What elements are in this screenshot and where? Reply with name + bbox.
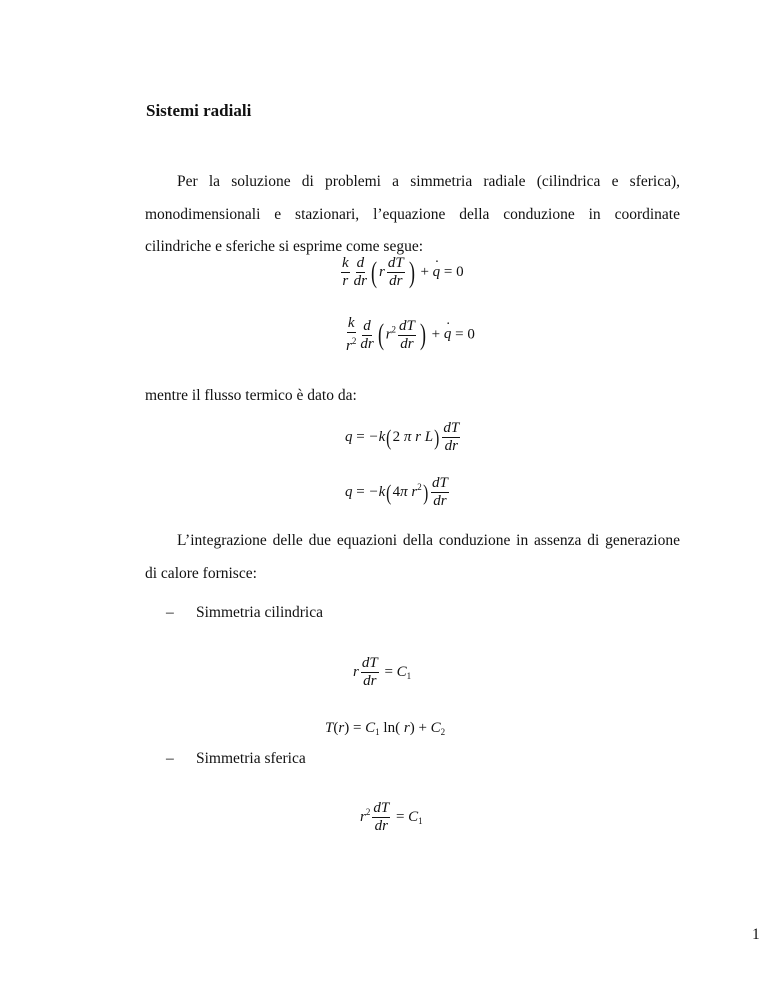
list-item-label: Simmetria cilindrica xyxy=(196,604,323,621)
list-item-label: Simmetria sferica xyxy=(196,750,306,767)
intro-line-1: Per la soluzione di problemi a simmetria radiale (cilindrica e sferica), xyxy=(177,173,680,190)
equation-cylindrical-solution: $T(r) = C_1$ ln( $r) + C_2$ xyxy=(325,720,446,737)
integration-paragraph xyxy=(145,525,680,590)
section-heading: Sistemi radiali xyxy=(146,101,252,120)
integration-line-2: di calore fornisce: xyxy=(145,564,257,582)
equation-flux-cylindrical: q = −k(2 π r L) $\frac{dT}{dr}$ xyxy=(345,420,460,454)
intro-paragraph xyxy=(145,166,680,264)
flux-intro: mentre il flusso termico è dato da: xyxy=(145,387,357,404)
list-item-spherical xyxy=(166,750,306,768)
equation-conduction-cylindrical: $\frac{k}{r}$ $\frac{d}{dr}$ ( r $\frac{dT}{dr}$ ) + · q = 0 xyxy=(339,255,464,290)
equation-flux-spherical: q = −k(4π $r^2$) $\frac{dT}{dr}$ xyxy=(345,475,448,509)
equation-cylindrical-first-integral: r $\frac{dT}{dr}$ = $C_1$ xyxy=(353,655,412,689)
intro-line-3: cilindriche e sferiche si esprime come segue: xyxy=(145,238,424,255)
list-item-cylindrical xyxy=(166,604,323,622)
dash-bullet-icon: – xyxy=(166,604,174,621)
equation-spherical-first-integral: $r^2$ $\frac{dT}{dr}$ = $C_1$ xyxy=(360,800,423,834)
dash-bullet-icon: – xyxy=(166,750,174,767)
intro-line-2: monodimensionali e stazionari, l’equazione della conduzione in coordinate xyxy=(145,205,680,223)
equation-conduction-spherical: $\frac{k}{r^2}$ $\frac{d}{dr}$ ( $r^2$ $\frac{dT}{dr}$ ) + · q = 0 xyxy=(344,315,475,355)
page-number: 1 xyxy=(752,926,760,943)
integration-line-1: L’integrazione delle due equazioni della conduzione in assenza di generazione xyxy=(177,532,680,549)
